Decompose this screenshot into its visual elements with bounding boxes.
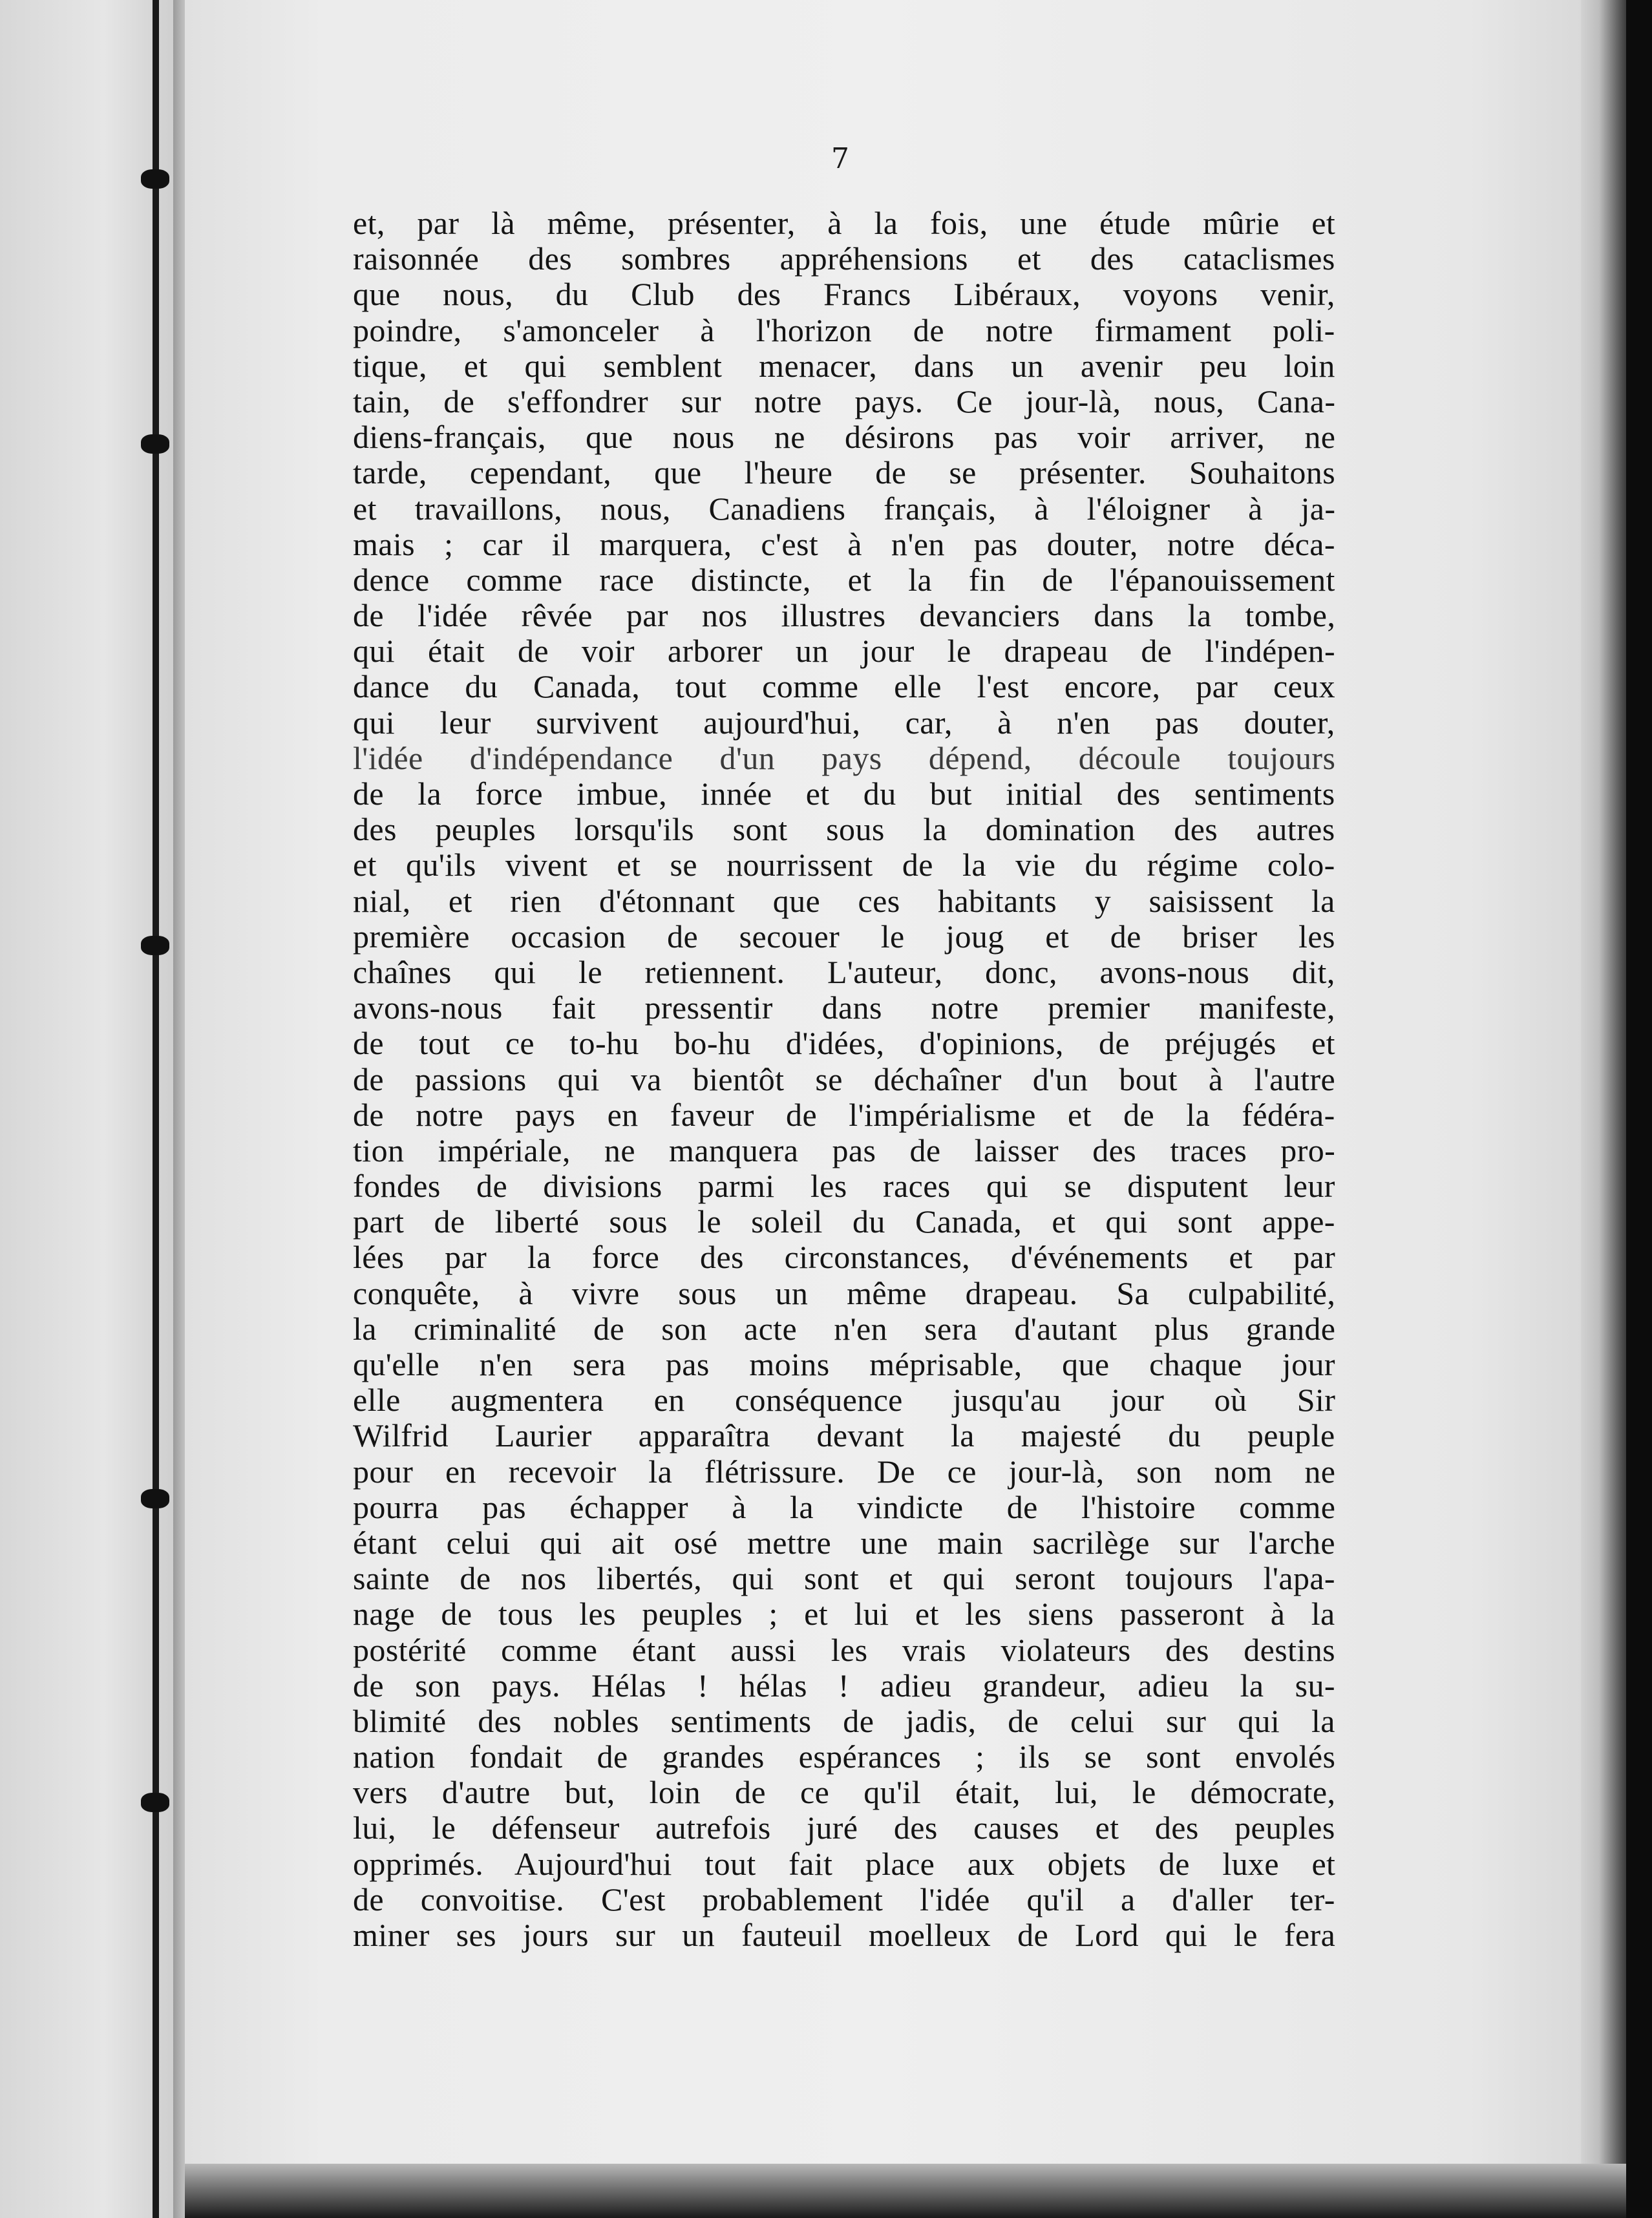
text-line: raisonnée des sombres appréhensions et des cataclismes: [353, 240, 1335, 277]
page-number: 7: [831, 142, 849, 175]
text-line: opprimés. Aujourd'hui tout fait place aux objets de luxe et: [353, 1845, 1336, 1882]
text-line: diens-français, que nous ne désirons pas voir arriver, ne: [353, 419, 1336, 456]
binding-stitch: [141, 936, 169, 955]
binding-stitch: [141, 1793, 169, 1812]
text-line: lui, le défenseur autrefois juré des causes et des peuples: [353, 1810, 1335, 1846]
text-line: miner ses jours sur un fauteuil moelleux de Lord qui le fera: [353, 1917, 1336, 1953]
text-line: et, par là même, présenter, à la fois, une étude mûrie et: [353, 205, 1336, 241]
text-line: mais ; car il marquera, c'est à n'en pas douter, notre déca-: [353, 525, 1335, 562]
text-line: que nous, du Club des Francs Libéraux, voyons venir,: [353, 276, 1335, 313]
text-line: tique, et qui semblent menacer, dans un avenir peu loin: [353, 347, 1335, 384]
text-line: et travaillons, nous, Canadiens français, à l'éloigner à ja-: [353, 490, 1336, 527]
facing-page-strip: [0, 0, 173, 2218]
text-line: pour en recevoir la flétrissure. De ce jour-là, son nom ne: [353, 1453, 1336, 1490]
text-line: part de liberté sous le soleil du Canada, et qui sont appe-: [353, 1203, 1335, 1240]
text-line: nial, et rien d'étonnant que ces habitants y saisissent la: [353, 882, 1335, 919]
text-line: première occasion de secouer le joug et de briser les: [353, 918, 1335, 955]
text-line: tion impériale, ne manquera pas de laisser des traces pro-: [353, 1132, 1336, 1168]
page-edge: [1581, 0, 1626, 2218]
binding-stitch: [141, 1489, 169, 1508]
text-line: vers d'autre but, loin de ce qu'il était, lui, le démocrate,: [353, 1774, 1336, 1811]
text-line: de convoitise. C'est probablement l'idée qu'il a d'aller ter-: [353, 1881, 1335, 1917]
text-line: chaînes qui le retiennent. L'auteur, donc, avons-nous dit,: [353, 953, 1335, 990]
text-line: de son pays. Hélas ! hélas ! adieu grandeur, adieu la su-: [353, 1667, 1335, 1704]
text-line: et qu'ils vivent et se nourrissent de la vie du régime colo-: [353, 847, 1335, 883]
text-line: lées par la force des circonstances, d'événements et par: [353, 1239, 1336, 1276]
text-line: l'idée d'indépendance d'un pays dépend, découle toujours: [353, 739, 1336, 776]
text-line: poindre, s'amonceler à l'horizon de notre firmament poli-: [353, 312, 1335, 348]
text-line: étant celui qui ait osé mettre une main sacrilège sur l'arche: [353, 1524, 1336, 1561]
binding-thread: [153, 0, 159, 2218]
text-line: fondes de divisions parmi les races qui se disputent leur: [353, 1168, 1335, 1205]
text-line: de passions qui va bientôt se déchaîner d'un bout à l'autre: [353, 1061, 1336, 1097]
binding-stitch: [141, 434, 169, 454]
text-line: nage de tous les peuples ; et lui et les siens passeront à la: [353, 1596, 1335, 1632]
text-line: tain, de s'effondrer sur notre pays. Ce jour-là, nous, Cana-: [353, 383, 1336, 419]
text-line: Wilfrid Laurier apparaîtra devant la majesté du peuple: [353, 1417, 1335, 1454]
text-line: qui était de voir arborer un jour le drapeau de l'indépen-: [353, 633, 1336, 670]
text-line: dance du Canada, tout comme elle l'est encore, par ceux: [353, 668, 1336, 705]
text-line: de l'idée rêvée par nos illustres devanciers dans la tombe,: [353, 597, 1336, 634]
page-bottom-shadow: [185, 2164, 1626, 2218]
binding-stitch: [141, 169, 169, 189]
text-line: qu'elle n'en sera pas moins méprisable, que chaque jour: [353, 1346, 1335, 1382]
text-line: tarde, cependant, que l'heure de se présenter. Souhaitons: [353, 454, 1336, 491]
text-line: de la force imbue, innée et du but initial des sentiments: [353, 776, 1335, 812]
text-line: pourra pas échapper à la vindicte de l'histoire comme: [353, 1488, 1336, 1525]
text-line: la criminalité de son acte n'en sera d'autant plus grande: [353, 1310, 1336, 1347]
text-line: conquête, à vivre sous un même drapeau. Sa culpabilité,: [353, 1274, 1336, 1311]
text-line: elle augmentera en conséquence jusqu'au jour où Sir: [353, 1382, 1336, 1419]
text-line: postérité comme étant aussi les vrais violateurs des destins: [353, 1631, 1335, 1668]
text-line: de tout ce to-hu bo-hu d'idées, d'opinions, de préjugés et: [353, 1025, 1335, 1062]
text-line: des peuples lorsqu'ils sont sous la domination des autres: [353, 811, 1335, 848]
text-line: qui leur survivent aujourd'hui, car, à n'en pas douter,: [353, 704, 1335, 741]
text-line: nation fondait de grandes espérances ; ils se sont envolés: [353, 1738, 1336, 1775]
text-line: sainte de nos libertés, qui sont et qui seront toujours l'apa-: [353, 1560, 1335, 1597]
text-line: de notre pays en faveur de l'impérialisme et de la fédéra-: [353, 1096, 1335, 1133]
text-line: dence comme race distincte, et la fin de l'épanouissement: [353, 561, 1335, 598]
body-text: [353, 206, 1335, 1953]
text-line: blimité des nobles sentiments de jadis, de celui sur qui la: [353, 1702, 1335, 1739]
text-line: avons-nous fait pressentir dans notre premier manifeste,: [353, 989, 1335, 1026]
